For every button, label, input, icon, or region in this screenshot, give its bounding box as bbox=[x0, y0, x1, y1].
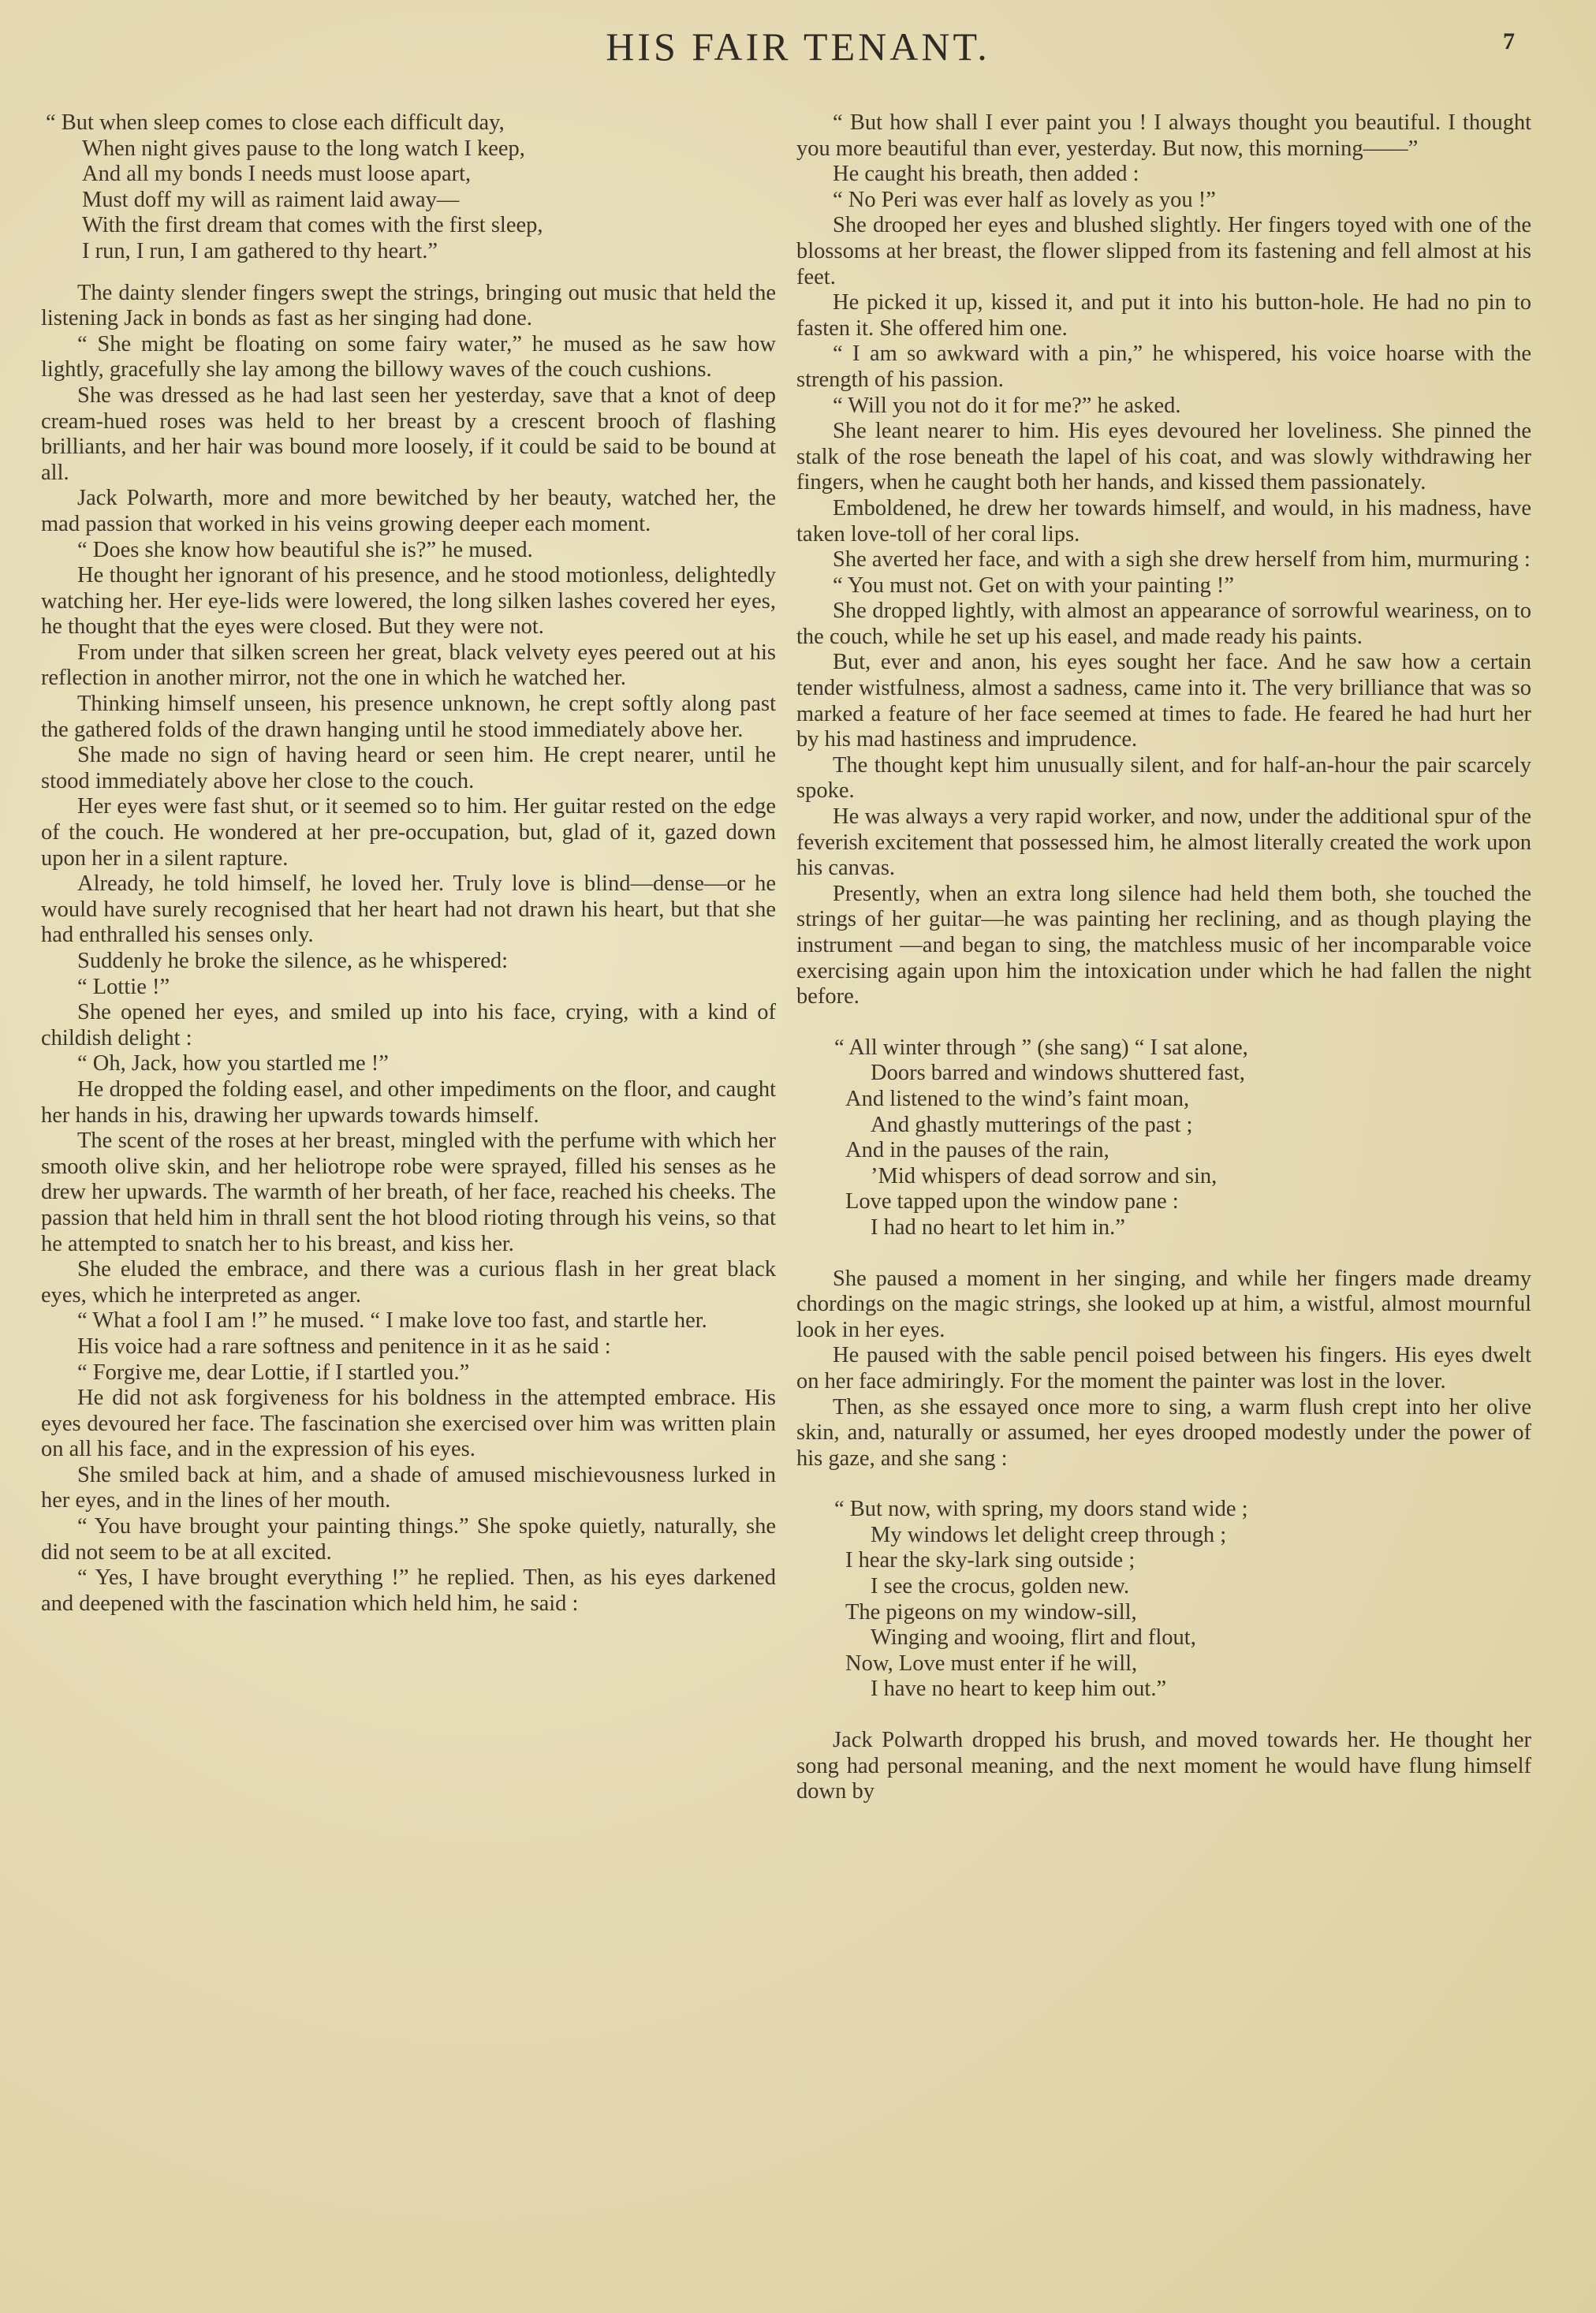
paragraph: He picked it up, kissed it, and put it into his button-hole. He had no pin to fasten it. She offered him one. bbox=[796, 290, 1531, 341]
paragraph: “ You have brought your painting things.” She spoke quietly, naturally, she did not seem to be at all excited. bbox=[41, 1514, 776, 1565]
paragraph: She eluded the embrace, and there was a curious flash in her great black eyes, which he interpreted as anger. bbox=[41, 1257, 776, 1308]
paragraph: “ What a fool I am !” he mused. “ I make love too fast, and startle her. bbox=[77, 1308, 707, 1334]
paragraph: The thought kept him unusually silent, and for half-an-hour the pair scarcely spoke. bbox=[796, 752, 1531, 804]
paragraph: She was dressed as he had last seen her yesterday, save that a knot of deep cream-hued roses was held to her breast by a crescent brooch of flashing brilliants, and her hair was bound more loosely, if it could be said to be bound at all. bbox=[41, 382, 776, 485]
song-line: Doors barred and windows shuttered fast, bbox=[871, 1061, 1245, 1086]
paragraph: “ Oh, Jack, how you startled me !” bbox=[77, 1051, 389, 1076]
poem-line: And all my bonds I needs must loose apart, bbox=[82, 162, 472, 187]
paragraph: “ But how shall I ever paint you ! I always thought you beautiful. I thought you more beautiful than ever, yesterday. But now, this morning——” bbox=[796, 110, 1531, 161]
paragraph: Thinking himself unseen, his presence unknown, he crept softly along past the gathered folds of the drawn hanging until he stood immediately above her. bbox=[41, 692, 776, 742]
paragraph: Then, as she essayed once more to sing, a warm flush crept into her olive skin, and, naturally or assumed, her eyes drooped modestly under the power of his gaze, and she sang : bbox=[796, 1394, 1531, 1471]
paragraph: Emboldened, he drew her towards himself, and would, in his madness, have taken love-toll of her coral lips. bbox=[796, 495, 1531, 547]
song-line: I had no heart to let him in.” bbox=[871, 1214, 1125, 1240]
song-line: I hear the sky-lark sing outside ; bbox=[845, 1548, 1135, 1573]
paragraph: Jack Polwarth, more and more bewitched by her beauty, watched her, the mad passion that worked in his veins growing deeper each moment. bbox=[41, 486, 776, 536]
left-column bbox=[41, 110, 776, 1617]
song-winter bbox=[796, 1035, 1531, 1241]
song-line: “ But now, with spring, my doors stand wide ; bbox=[834, 1497, 1248, 1522]
poem-line: With the first dream that comes with the first sleep, bbox=[82, 213, 543, 238]
paragraph: She drooped her eyes and blushed slightly. Her fingers toyed with one of the blossoms at her breast, the flower slipped from its fastening and fell almost at his feet. bbox=[796, 213, 1531, 289]
paragraph: He caught his breath, then added : bbox=[833, 162, 1139, 187]
paragraph: She averted her face, and with a sigh she drew herself from him, murmuring : bbox=[833, 547, 1531, 573]
paragraph: Her eyes were fast shut, or it seemed so to him. Her guitar rested on the edge of the couch. He wondered at her pre-occupation, but, glad of it, gazed down upon her in a silent rapture. bbox=[41, 794, 776, 871]
song-spring bbox=[796, 1497, 1531, 1703]
running-title: HIS FAIR TENANT. bbox=[606, 24, 990, 69]
paragraph: The dainty slender fingers swept the strings, bringing out music that held the listening Jack in bonds as fast as her singing had done. bbox=[41, 280, 776, 331]
paragraph: He paused with the sable pencil poised between his fingers. His eyes dwelt on her face admiringly. For the moment the painter was lost in the lover. bbox=[796, 1343, 1531, 1393]
paragraph: “ She might be floating on some fairy water,” he mused as he saw how lightly, gracefully she lay among the billowy waves of the couch cushions. bbox=[41, 331, 776, 382]
paragraph: “ Forgive me, dear Lottie, if I startled you.” bbox=[77, 1360, 470, 1385]
paragraph: “ Does she know how beautiful she is?” he mused. bbox=[77, 537, 533, 562]
song-line: Now, Love must enter if he will, bbox=[845, 1651, 1138, 1676]
paragraph: She dropped lightly, with almost an appearance of sorrowful weariness, on to the couch, while he set up his easel, and made ready his paints. bbox=[796, 599, 1531, 649]
opening-poem bbox=[41, 110, 776, 265]
song-line: “ All winter through ” (she sang) “ I sat alone, bbox=[834, 1035, 1248, 1060]
right-column bbox=[796, 110, 1531, 1805]
song-line: And in the pauses of the rain, bbox=[845, 1138, 1109, 1163]
song-line: I have no heart to keep him out.” bbox=[871, 1677, 1167, 1702]
paragraph: Jack Polwarth dropped his brush, and moved towards her. He thought her song had personal meaning, and the next moment he would have flung himself down by bbox=[796, 1728, 1531, 1804]
song-line: Love tapped upon the window pane : bbox=[845, 1189, 1179, 1214]
poem-line: “ But when sleep comes to close each difficult day, bbox=[46, 110, 505, 135]
paragraph: She smiled back at him, and a shade of amused mischievousness lurked in her eyes, and in the lines of her mouth. bbox=[41, 1462, 776, 1513]
paragraph: She opened her eyes, and smiled up into his face, crying, with a kind of childish delight : bbox=[41, 1000, 776, 1050]
paragraph: But, ever and anon, his eyes sought her face. And he saw how a certain tender wistfulness, almost a sadness, came into it. The very brilliance that was so marked a feature of her face seemed at times to fade. He feared he had hurt her by his mad hastiness and imprudence. bbox=[796, 650, 1531, 752]
paragraph: “ I am so awkward with a pin,” he whispered, his voice hoarse with the strength of his passion. bbox=[796, 341, 1531, 392]
paragraph: His voice had a rare softness and penitence in it as he said : bbox=[77, 1334, 611, 1359]
page-header bbox=[0, 24, 1596, 79]
paragraph: “ Lottie !” bbox=[77, 974, 170, 999]
paragraph: She leant nearer to him. His eyes devoured her loveliness. She pinned the stalk of the rose beneath the lapel of his coat, and was slowly withdrawing her fingers, when he caught both her hands, and kissed them passionately. bbox=[796, 419, 1531, 495]
song-line: I see the crocus, golden new. bbox=[871, 1574, 1130, 1599]
paragraph: He thought her ignorant of his presence, and he stood motionless, delightedly watching her. Her eye-lids were lowered, the long silken lashes covered her eyes, he thought that the eyes were closed. But they were not. bbox=[41, 563, 776, 640]
paragraph: Suddenly he broke the silence, as he whispered: bbox=[77, 949, 509, 973]
paragraph: From under that silken screen her great, black velvety eyes peered out at his reflection in another mirror, not the one in which he watched her. bbox=[41, 640, 776, 691]
paragraph: Already, he told himself, he loved her. Truly love is blind—dense—or he would have surely recognised that her heart had not drawn his heart, but that she had enthralled his senses only. bbox=[41, 871, 776, 948]
paragraph: He was always a very rapid worker, and now, under the additional spur of the feverish excitement that possessed him, he almost literally created the work upon his canvas. bbox=[796, 804, 1531, 881]
song-line: And listened to the wind’s faint moan, bbox=[845, 1086, 1190, 1111]
paragraph: “ Will you not do it for me?” he asked. bbox=[833, 393, 1181, 418]
paragraph: The scent of the roses at her breast, mingled with the perfume with which her smooth olive skin, and her heliotrope robe were sprayed, filled his senses as he drew her upwards. The warmth of her breath, of her face, reached his cheeks. The passion that held him in thrall sent the hot blood rioting through his veins, so that he attempted to snatch her to his breast, and kiss her. bbox=[41, 1129, 776, 1256]
paragraph: “ You must not. Get on with your painting !” bbox=[833, 573, 1235, 598]
paragraph: Presently, when an extra long silence had held them both, she touched the strings of her guitar—he was painting her reclining, and as though playing the instrument —and began to sing, the matchless music of her incomparable voice exercising again upon him the intoxication under which he had fallen the night before. bbox=[796, 881, 1531, 1009]
poem-line: When night gives pause to the long watch I keep, bbox=[82, 136, 525, 161]
song-line: My windows let delight creep through ; bbox=[871, 1522, 1227, 1547]
poem-line: Must doff my will as raiment laid away— bbox=[82, 187, 460, 212]
paragraph: “ No Peri was ever half as lovely as you !” bbox=[833, 187, 1216, 212]
paragraph: She paused a moment in her singing, and while her fingers made dreamy chordings on the magic strings, she looked up at him, a wistful, almost mournful look in her eyes. bbox=[796, 1266, 1531, 1342]
paragraph: He dropped the folding easel, and other impediments on the floor, and caught her hands in his, drawing her upwards towards himself. bbox=[41, 1076, 776, 1128]
paragraph: “ Yes, I have brought everything !” he replied. Then, as his eyes darkened and deepened with the fascination which held him, he said : bbox=[41, 1565, 776, 1616]
paragraph: She made no sign of having heard or seen him. He crept nearer, until he stood immediately above her close to the couch. bbox=[41, 743, 776, 793]
song-line: And ghastly mutterings of the past ; bbox=[871, 1112, 1193, 1137]
song-line: Winging and wooing, flirt and flout, bbox=[871, 1625, 1196, 1651]
song-line: The pigeons on my window-sill, bbox=[845, 1599, 1137, 1625]
page-number: 7 bbox=[1503, 28, 1515, 54]
song-line: ’Mid whispers of dead sorrow and sin, bbox=[871, 1163, 1218, 1188]
poem-line: I run, I run, I am gathered to thy heart.” bbox=[82, 238, 438, 263]
paragraph: He did not ask forgiveness for his boldness in the attempted embrace. His eyes devoured her face. The fascination she exercised over him was written plain on all his face, and in the expression of his eyes. bbox=[41, 1386, 776, 1462]
